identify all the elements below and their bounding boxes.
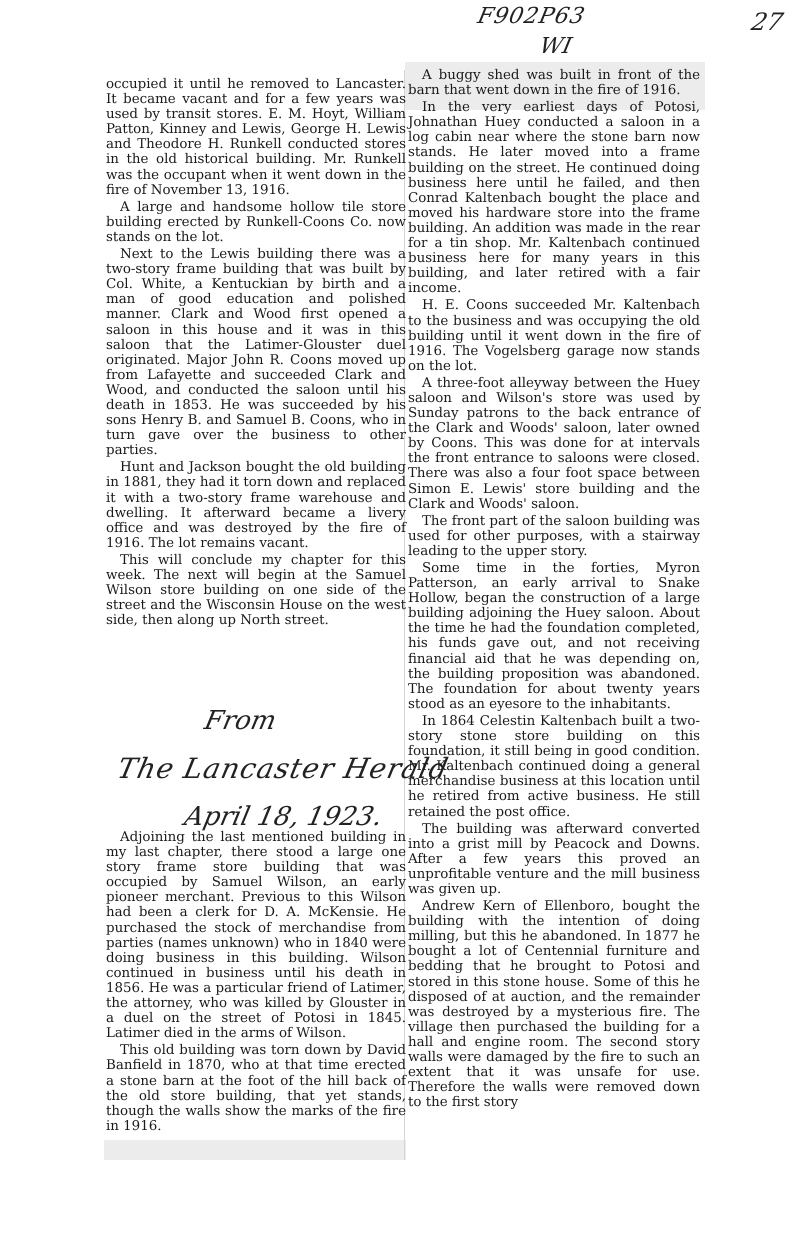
paragraph: In 1864 Celestin Kaltenbach built a two-story stone store building on this foundation, it still being in good condition. Mr. Kaltenbach continued doing a general merchandise business at this location until he retired from active business. He still retained the post office. [408, 713, 700, 820]
paragraph: In the very earliest days of Potosi, Johnathan Huey conducted a saloon in a log cabin near where the stone barn now stands. He later moved into a frame building on the street. He continued doing business here until he failed, and then Conrad Kaltenbach bought the place and moved his hardware store into the frame building. An addition was made in the rear for a tin shop. Mr. Kaltenbach continued business here for many years in this building, and later retired with a fair income. [408, 100, 700, 297]
paragraph: Next to the Lewis building there was a two-story frame building that was built by Col. White, a Kentuckian by birth and a man of good education and polished manner. Clark and Wood first opened a saloon in this house and it was in this saloon that the Latimer-Glouster duel originated. Major John R. Coons moved up from Lafayette and succeeded Clark and Wood, and conducted the saloon until his death in 1853. He was succeeded by his sons Henry B. and Samuel B. Coons, who in turn gave over the business to other parties. [106, 247, 406, 459]
from-annotation: From [201, 706, 279, 736]
paragraph: A three-foot alleyway between the Huey saloon and Wilson's store was used by Sunday patrons to the back entrance of the Clark and Woods' saloon, later owned by Coons. This was done for at intervals the front entrance to saloons were closed. There was also a four foot space between Simon E. Lewis' store building and the Clark and Woods' saloon. [408, 375, 700, 512]
article-column-left-bottom [106, 830, 406, 1136]
source-date-annotation: April 18, 1923. [181, 802, 385, 832]
paragraph: This will conclude my chapter for this week. The next will begin at the Samuel Wilson store building on one side of the street and the Wisconsin House on the west side, then along up North street. [106, 552, 406, 629]
photocopy-shading-bottom [104, 1140, 406, 1160]
paragraph: Adjoining the last mentioned building in my last chapter, there stood a large one story frame store building that was occupied by Samuel Wilson, an early pioneer merchant. Previous to this Wilson had been a clerk for D. A. McKensie. He purchased the stock of merchandise from parties (names unknown) who in 1840 were doing business in this building. Wilson continued in business until his death in 1856. He was a particular friend of Latimer, the attorney, who was killed by Glouster in a duel on the street of Potosi in 1845. Latimer died in the arms of Wilson. [106, 830, 406, 1042]
paragraph: A large and handsome hollow tile store building erected by Runkell-Coons Co. now stands on the lot. [106, 199, 406, 245]
paragraph: Some time in the forties, Myron Patterson, an early arrival to Snake Hollow, began the construction of a large building adjoining the Huey saloon. About the time he had the foundation completed, his funds gave out, and not receiving financial aid that he was depending on, the building proposition was abandoned. The foundation for about twenty years stood as an eyesore to the inhabitants. [408, 561, 700, 712]
paragraph: Hunt and Jackson bought the old building in 1881, they had it torn down and replaced it with a two-story frame warehouse and dwelling. It afterward became a livery office and was destroyed by the fire of 1916. The lot remains vacant. [106, 460, 406, 551]
paragraph: The building was afterward converted into a grist mill by Peacock and Downs. After a few years this proved an unprofitable venture and the mill business was given up. [408, 821, 700, 897]
source-title-annotation: The Lancaster Herald [114, 752, 452, 785]
state-annotation: WI [537, 34, 574, 59]
archive-code: F902P63 [475, 4, 588, 29]
paragraph: This old building was torn down by David Banfield in 1870, who at that time erected a stone barn at the foot of the hill back of the old store building, that yet stands, though the walls show the marks of the fire in 1916. [106, 1043, 406, 1134]
article-column-left-top [106, 77, 406, 630]
article-column-right [408, 68, 700, 1112]
paragraph: Andrew Kern of Ellenboro, bought the building with the intention of doing milling, but this he abandoned. In 1877 he bought a lot of Centennial furniture and bedding that he brought to Potosi and stored in this stone house. Some of this he disposed of at auction, and the remainder was destroyed by a mysterious fire. The village then purchased the building for a hall and engine room. The second story walls were damaged by the fire to such an extent that it was unsafe for use. Therefore the walls were removed down to the first story [408, 899, 700, 1111]
paragraph: A buggy shed was built in front of the barn that went down in the fire of 1916. [408, 68, 700, 99]
page-number: 27 [749, 8, 786, 36]
paragraph: The front part of the saloon building was used for other purposes, with a stairway leading to the upper story. [408, 513, 700, 559]
paragraph: H. E. Coons succeeded Mr. Kaltenbach to the business and was occupying the old building until it went down in the fire of 1916. The Vogelsberg garage now stands on the lot. [408, 298, 700, 374]
paragraph: occupied it until he removed to Lancaster. It became vacant and for a few years was used by transit stores. E. M. Hoyt, William Patton, Kinney and Lewis, George H. Lewis and Theodore H. Runkell conducted stores in the old historical building. Mr. Runkell was the occupant when it went down in the fire of November 13, 1916. [106, 77, 406, 198]
